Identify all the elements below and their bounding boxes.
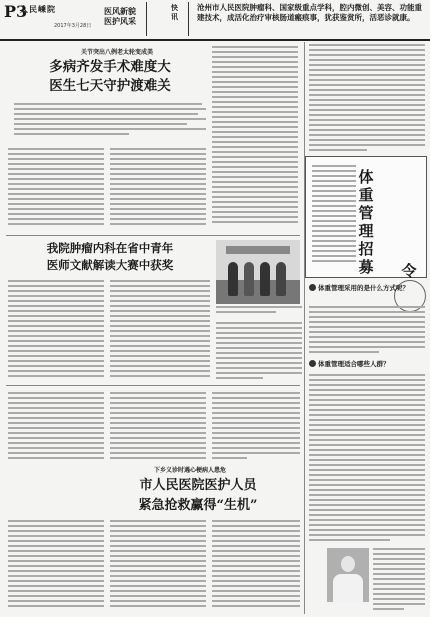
article3-body-top-col3: [212, 392, 300, 462]
article3-kicker: 下乡义诊时遇心梗病人患危: [153, 467, 226, 474]
article2-body-col1: [8, 280, 104, 380]
column-divider: [304, 42, 305, 614]
header-bulletin: 沧州市人民医院肿瘤科、国家级重点学科，腔内微创、美容、功能重建技术，成活化治疗审核肠道瘢痕事，犹获鉴赏所，活恶诊就康。: [197, 3, 422, 22]
photo-person: [276, 262, 286, 296]
faq-question-1: [309, 284, 425, 293]
section-rule: [6, 235, 300, 236]
header-rule: [0, 39, 430, 41]
ad-title-char: 理: [358, 222, 374, 240]
ad-text: [312, 165, 356, 265]
section-rule: [6, 385, 300, 386]
doctor-portrait: [327, 548, 369, 602]
ad-title-char: 管: [358, 204, 374, 222]
column-line: 医风新貌: [104, 7, 136, 16]
bullet-icon: [309, 360, 316, 367]
article3-body-col3: [212, 520, 300, 612]
article1-lead-text: [14, 103, 206, 141]
column-line: 医护风采: [104, 17, 136, 26]
issue-date: 2017年3月28日: [54, 23, 92, 29]
doctor-profile-text: [373, 548, 425, 612]
article1-kicker: 关节突出八例老太轮变成美: [80, 49, 153, 56]
masthead: 人民嵊院: [20, 5, 56, 14]
article3-body-top-col1: [8, 392, 104, 462]
photo-person: [228, 262, 238, 296]
side-tag: 快讯: [171, 4, 178, 21]
award-photo: [216, 240, 300, 304]
headline-line: 我院肿瘤内科在省中青年: [46, 241, 174, 255]
article3-body-col2: [110, 520, 206, 612]
faq-answer-1: [309, 306, 425, 356]
ad-title: [357, 168, 375, 276]
article3-headline: [78, 476, 318, 516]
header-divider: [188, 2, 189, 36]
portrait-face: [341, 556, 355, 572]
portrait-coat: [333, 574, 363, 602]
headline-line: 紧急抢救赢得“生机”: [138, 498, 258, 513]
article2-body-col2: [110, 280, 210, 380]
ad-title-char: 招: [358, 240, 374, 258]
headline-line: 医生七天守护渡难关: [49, 78, 171, 94]
article2-body-col3: [216, 322, 302, 380]
right-top-text: [309, 44, 425, 152]
faq-question-text: 体重管理适合哪些人群？: [318, 360, 390, 368]
header-divider: [146, 2, 147, 36]
ad-title-char: 重: [358, 186, 374, 204]
ad-title-char: 募: [358, 258, 374, 276]
article3-body-col1: [8, 520, 104, 612]
headline-line: 医师文献解读大赛中获奖: [46, 258, 174, 272]
column-name: [104, 7, 140, 27]
headline-line: 市人民医院医护人员: [139, 478, 257, 493]
photo-banner: [226, 246, 290, 254]
photo-person: [244, 262, 254, 296]
headline-line: 多病齐发手术难度大: [49, 59, 171, 75]
article1-headline: [14, 58, 206, 96]
bullet-icon: [309, 284, 316, 291]
faq-question-2: [309, 360, 425, 369]
page-number: P3: [4, 2, 28, 21]
article1-body-col3: [212, 46, 298, 230]
ad-title-char: 体: [358, 168, 374, 186]
article3-body-top-col2: [110, 392, 206, 462]
article1-body-col1: [8, 148, 104, 230]
article1-body-col2: [110, 148, 206, 230]
photo-caption: [216, 306, 302, 318]
faq-question-text: 体重管理采用的是什么方式呢？: [318, 284, 409, 292]
article2-headline: [10, 240, 210, 274]
faq-answer-2: [309, 374, 425, 542]
photo-person: [260, 262, 270, 296]
ad-title-char: 令: [401, 262, 417, 280]
